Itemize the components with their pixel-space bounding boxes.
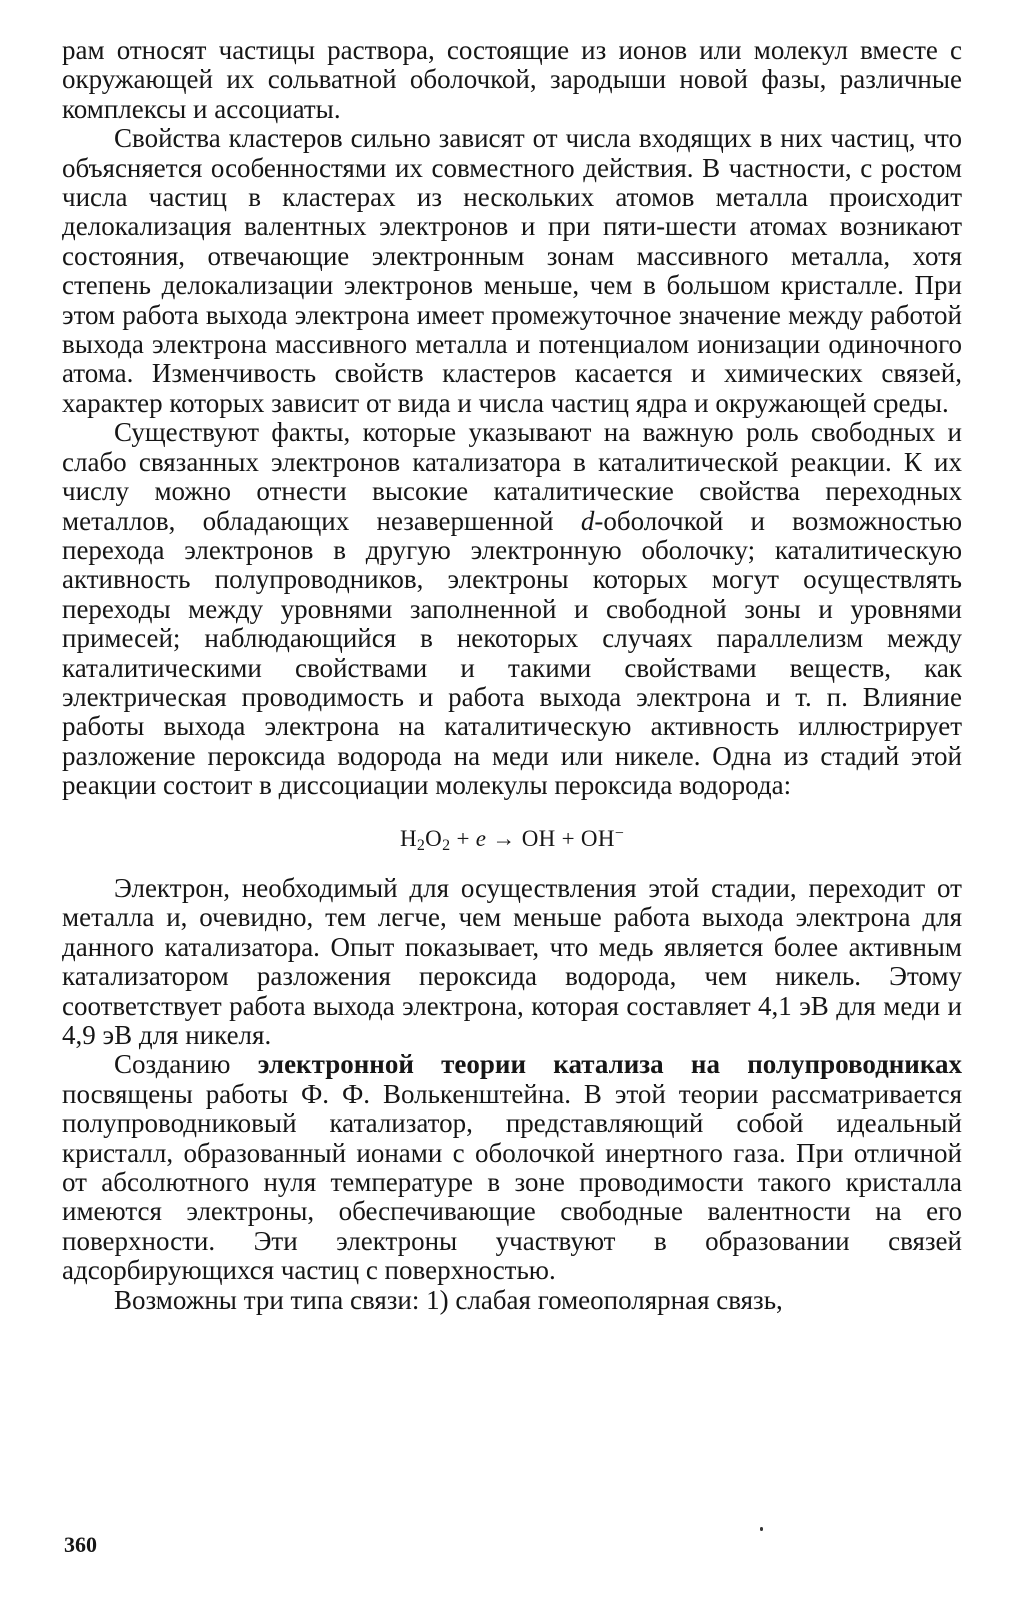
paragraph-catalysis-facts-part2: -оболочкой и возможностью перехода электронов в другую электронную оболочку; каталитическую активность полупроводников, электроны которых могут осуществлять переходы между уровнями заполненной и свободной зоны и уровнями примесей; наблюдающийся в некоторых случаях параллелизм между каталитическими свойствами и такими свойствами веществ, как электрическая проводимость и работа выхода электрона и т. п. Влияние работы выхода электрона на каталитическую активность иллюстрирует разложение пероксида водорода на меди или никеле. Одна из стадий этой реакции состоит в диссоциации молекулы пероксида водорода:: [62, 505, 962, 801]
formula-hydroxide: OH: [580, 825, 615, 851]
paragraph-electron-transfer: Электрон, необходимый для осуществления этой стадии, переходит от металла и, очевидно, тем легче, чем меньше работа выхода электрона для данного катализатора. Опыт показывает, что медь является более активным катализатором разложения пероксида водорода, чем никель. Этому соответствует работа выхода электрона, которая составляет 4,1 эВ для меди и 4,9 эВ для никеля.: [62, 872, 962, 1050]
formula-electron: e: [475, 825, 487, 851]
paragraph-cluster-properties: Свойства кластеров сильно зависят от числа входящих в них частиц, что объясняется особенностями их совместного действия. В частности, с ростом числа частиц в кластерах из нескольких атомов металла происходит делокализация валентных электронов и при пяти-шести атомах возникают состояния, отвечающие электронным зонам массивного металла, хотя степень делокализации электронов меньше, чем в большом кристалле. При этом работа выхода электрона имеет промежуточное значение между работой выхода электрона массивного металла и потенциалом ионизации одиночного атома. Изменчивость свойств кластеров касается и химических связей, характер которых зависит от вида и числа частиц ядра и окружающей среды.: [62, 123, 962, 418]
paragraph-volkenstein-theory: [62, 1050, 962, 1285]
formula-arrow: →: [486, 825, 522, 851]
formula-hydroxide-charge: −: [614, 824, 625, 842]
page-number: 360: [64, 1532, 97, 1557]
formula-plus-2: +: [555, 825, 581, 851]
paragraph-volkenstein-part1: Созданию: [114, 1049, 258, 1080]
formula-plus: +: [450, 825, 476, 851]
paragraph-volkenstein-part2: посвящены работы Ф. Ф. Волькенштейна. В этой теории рассматривается полупроводниковый катализатор, представляющий собой идеальный кристалл, образованный ионами с оболочкой инертного газа. При отличной от абсолютного нуля температуре в зоне проводимости такого кристалла имеются электроны, обеспечивающие свободные валентности на его поверхности. Эти электроны участвуют в образовании связей адсорбирующихся частиц с поверхностью.: [62, 1078, 962, 1286]
formula-h: H: [399, 825, 417, 851]
electronic-theory-bold-term: электронной теории катализа на полупроводниках: [257, 1049, 962, 1080]
paragraph-bond-types: Возможны три типа связи: 1) слабая гомеополярная связь,: [114, 1284, 783, 1315]
formula-hydroxyl-radical: OH: [521, 825, 556, 851]
d-shell-italic: d: [580, 505, 595, 536]
formula-o: O: [425, 825, 443, 851]
formula-h-subscript: 2: [416, 836, 426, 854]
formula-o-subscript: 2: [442, 836, 451, 854]
reaction-formula: [62, 819, 962, 860]
scan-speck: [760, 1527, 763, 1531]
paragraph-catalysis-facts: [62, 418, 962, 800]
paragraph-continuation: рам относят частицы раствора, состоящие из ионов или молекул вместе с окружающей их сольватной оболочкой, зародыши новой фазы, различные комплексы и ассоциаты.: [62, 35, 962, 124]
page-body: [62, 36, 962, 1315]
paragraph-catalysis-facts-part1: Существуют факты, которые указывают на важную роль свободных и слабо связанных электронов катализатора в каталитической реакции. К их числу можно отнести высокие каталитические свойства переходных металлов, обладающих незавершенной: [62, 417, 962, 536]
